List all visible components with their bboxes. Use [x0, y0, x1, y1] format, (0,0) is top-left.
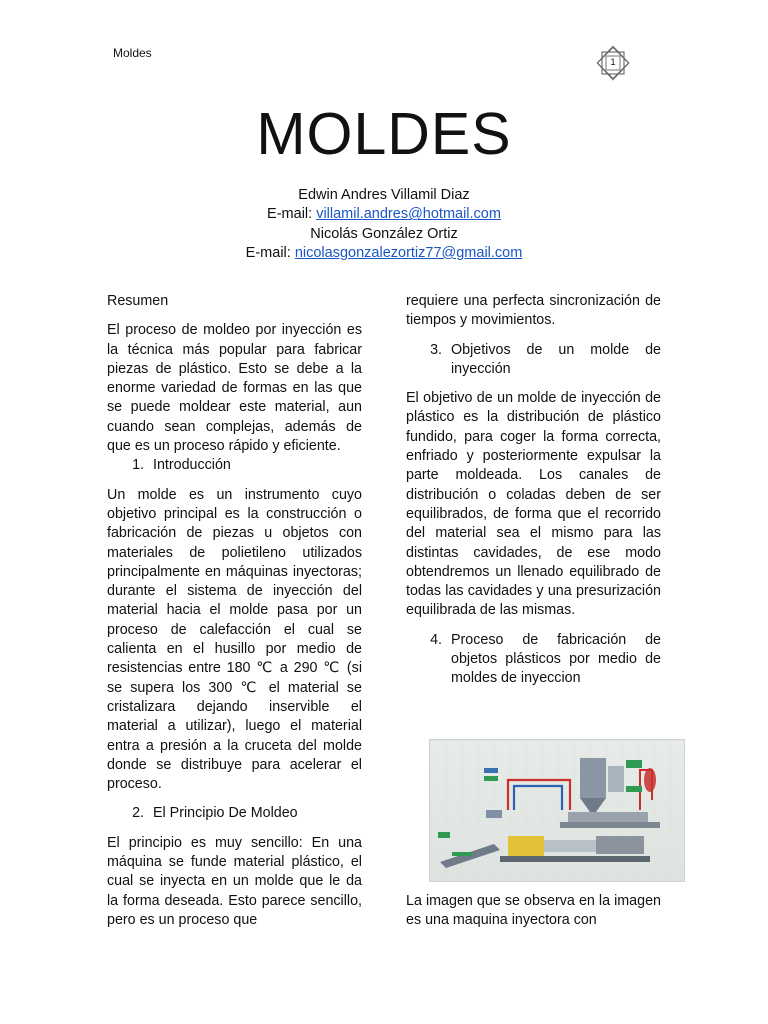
section-title: Proceso de fabricación de objetos plásticos por medio de moldes de inyeccion — [451, 631, 661, 687]
page-number-badge — [593, 44, 633, 82]
author-block — [0, 186, 768, 263]
author-email-line — [0, 244, 768, 263]
email-label: E-mail: — [267, 206, 317, 223]
left-column — [107, 292, 362, 930]
right-column — [406, 292, 661, 929]
author-name: Edwin Andres Villamil Diaz — [298, 187, 470, 203]
section-heading — [406, 631, 661, 689]
section-number: 3. — [430, 341, 442, 358]
author-email-link[interactable]: nicolasgonzalezortiz77@gmail.com — [294, 244, 523, 261]
section-heading — [107, 804, 362, 823]
section-number: 2. — [132, 805, 144, 822]
section-number: 4. — [430, 631, 442, 648]
section-text: El objetivo de un molde de inyección de plástico es la distribución de plástico fundido, para coger la forma correcta, enfriado y posteriormente expulsar la parte moldeada. Los canales de distribución o coladas deben de ser equilibrados, de forma que el recorrido del material sea el mismo para las distintas cavidades, de ese modo obtendremos un llenado equilibrado de todas las cavidades y una presurización equilibrada de las mismas. — [406, 390, 661, 619]
author-email-line — [0, 205, 768, 224]
running-header: Moldes — [113, 46, 152, 60]
abstract-text: El proceso de moldeo por inyección es la técnica más popular para fabricar piezas de plástico. Esto se debe a la enorme variedad de formas en las que se puede moldear este material, aun cuando sean complejas, además de que es un proceso rápido y eficiente. — [107, 322, 362, 455]
section-heading — [107, 456, 362, 475]
section-title: El Principio De Moldeo — [153, 805, 298, 822]
page-number: 1 — [610, 57, 616, 67]
section-title: Introducción — [153, 457, 231, 474]
section-text: Un molde es un instrumento cuyo objetivo principal es la construcción o fabricación de piezas u objetos con materiales de polietileno utilizados principalmente en máquinas inyectoras; durante el sistema de inyección del material hacia el molde pasa por un proceso de calefacción el cual se calienta en el husillo por medio de resistencias entre 180 ℃ a 290 ℃ (si se supera los 300 ℃ el material se cristalizara dejando inservible el material a utilizar), luego el material entra a presión a la cruceta del molde donde se distribuye para acelerar el proceso. — [107, 486, 362, 793]
author-email-link[interactable]: villamil.andres@hotmail.com — [316, 206, 501, 223]
injection-machine-figure — [429, 739, 685, 882]
section-title: Objetivos de un molde de inyección — [451, 341, 661, 377]
author-name: Nicolás González Ortiz — [310, 225, 458, 242]
section-number: 1. — [132, 457, 144, 474]
figure-caption: La imagen que se observa en la imagen es una maquina inyectora con — [406, 893, 661, 929]
document-title: MOLDES — [256, 101, 512, 167]
section-heading — [406, 341, 661, 380]
injection-machine-icon — [430, 740, 685, 882]
email-label: E-mail: — [245, 244, 295, 261]
abstract-heading: Resumen — [107, 293, 169, 309]
continuation-text: requiere una perfecta sincronización de tiempos y movimientos. — [406, 293, 661, 329]
section-text: El principio es muy sencillo: En una máquina se funde material plástico, el cual se inyecta en un molde que le da la forma deseada. Esto parece sencillo, pero es un proceso que — [107, 834, 362, 928]
